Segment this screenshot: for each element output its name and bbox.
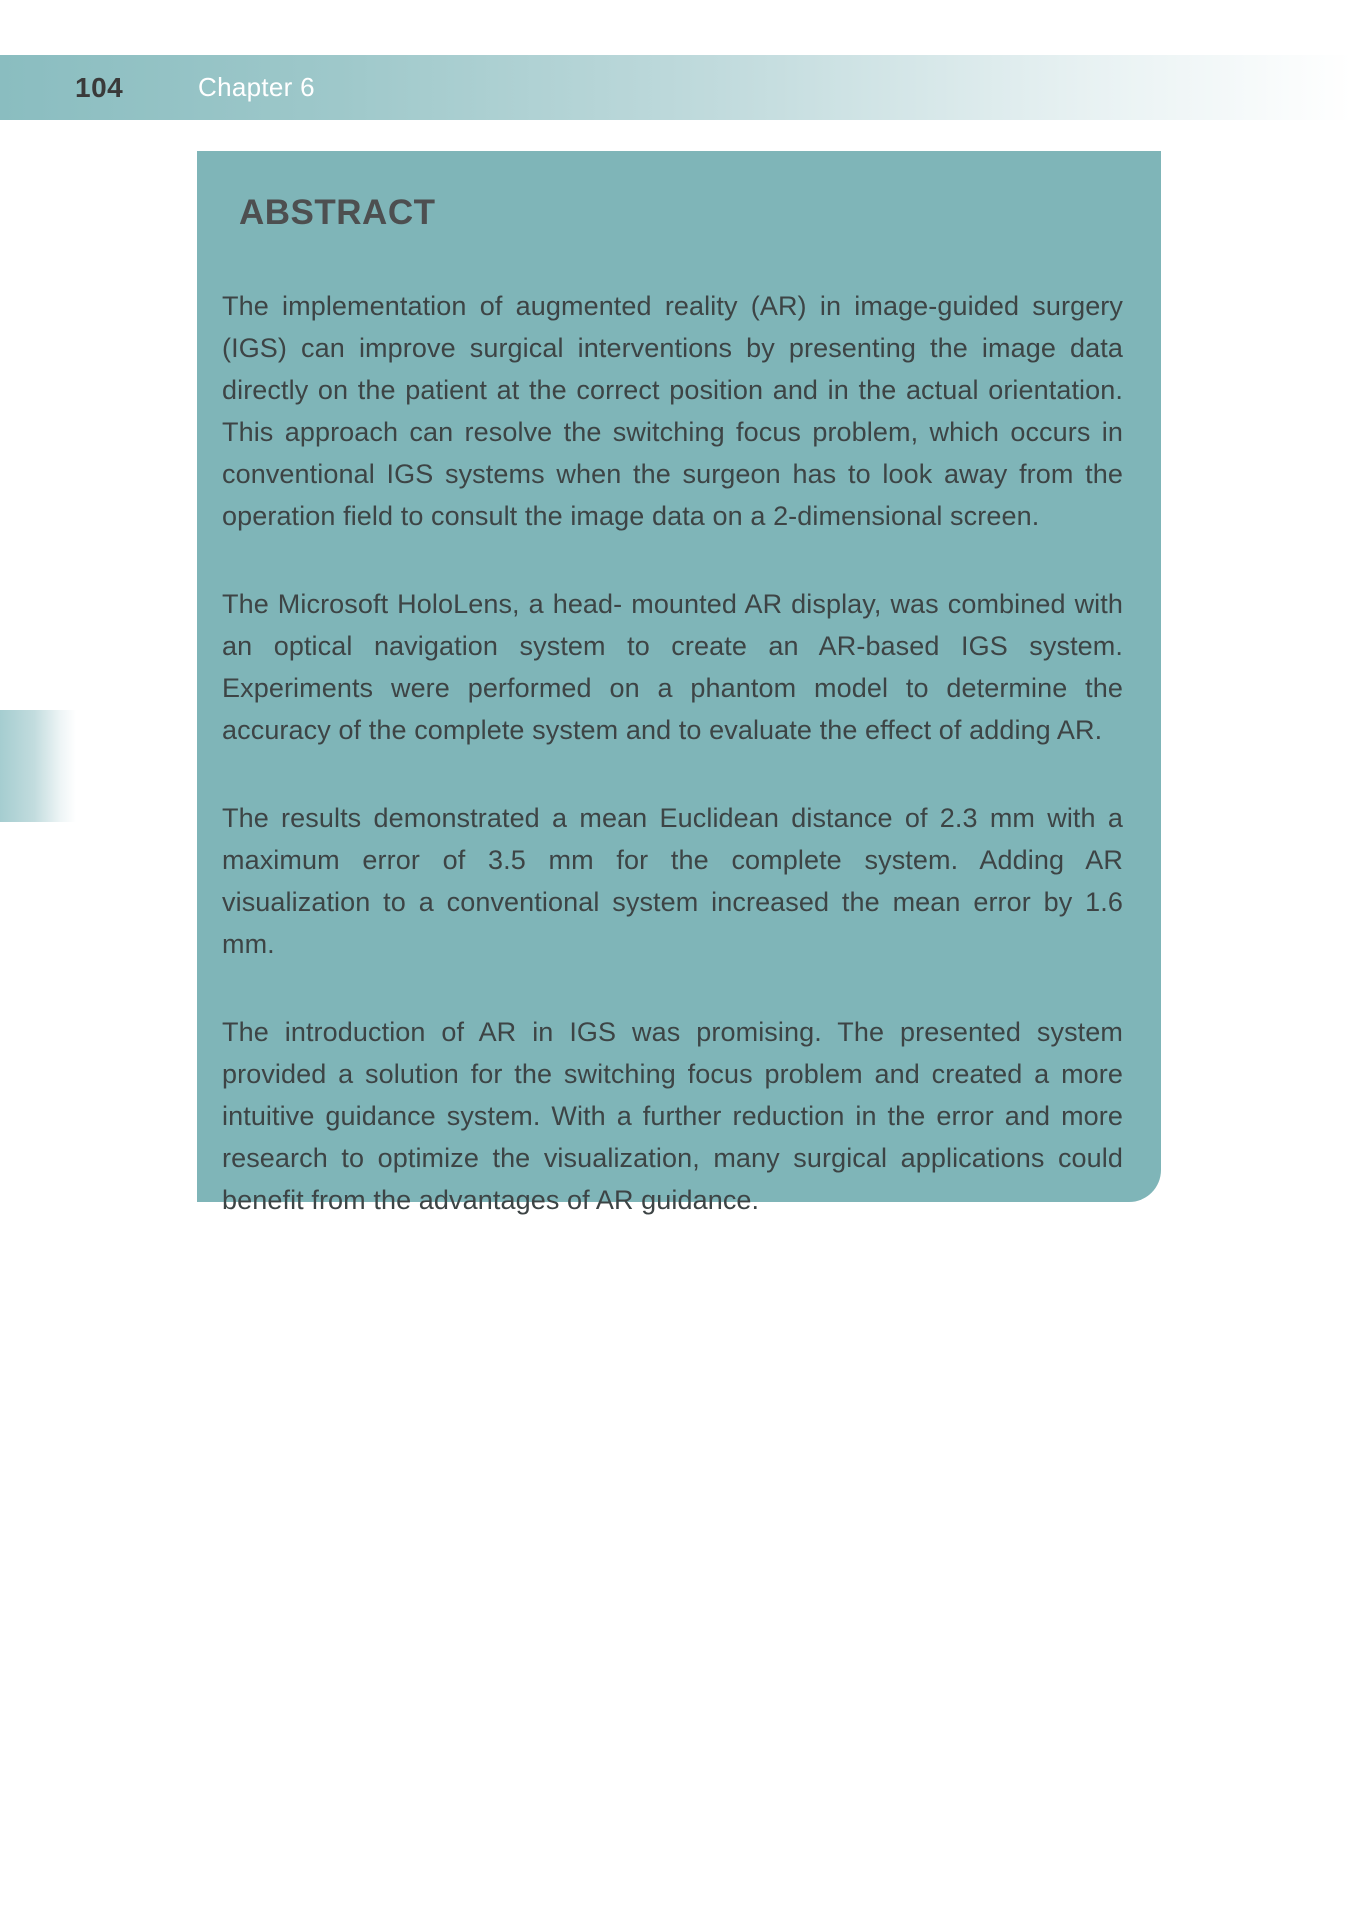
abstract-paragraph-2: The Microsoft HoloLens, a head- mounted AR display, was combined with an optical navigation system to create an AR-based IGS system. Experiments were performed on a phantom model to determine the accuracy of the complete system and to evaluate the effect of adding AR. [222,589,1123,745]
abstract-heading: ABSTRACT [239,193,436,232]
page-header-band [0,55,1352,120]
chapter-title: Chapter 6 [198,72,315,102]
page-number: 104 [75,71,124,103]
chapter-thumb-index-tab [0,710,76,822]
abstract-paragraph-1: The implementation of augmented reality (AR) in image-guided surgery (IGS) can improve surgical interventions by presenting the image data directly on the patient at the correct position and in the actual orientation. This approach can resolve the switching focus problem, which occurs in conventional IGS systems when the surgeon has to look away from the operation field to consult the image data on a 2-dimensional screen. [222,291,1123,531]
abstract-body [222,285,1123,1221]
abstract-paragraph-4: The introduction of AR in IGS was promising. The presented system provided a solution for the switching focus problem and created a more intuitive guidance system. With a further reduction in the error and more research to optimize the visualization, many surgical applications could benefit from the advantages of AR guidance. [222,1017,1123,1215]
abstract-paragraph-3: The results demonstrated a mean Euclidean distance of 2.3 mm with a maximum error of 3.5 mm for the complete system. Adding AR visualization to a conventional system increased the mean error by 1.6 mm. [222,803,1123,959]
abstract-panel [197,151,1161,1215]
